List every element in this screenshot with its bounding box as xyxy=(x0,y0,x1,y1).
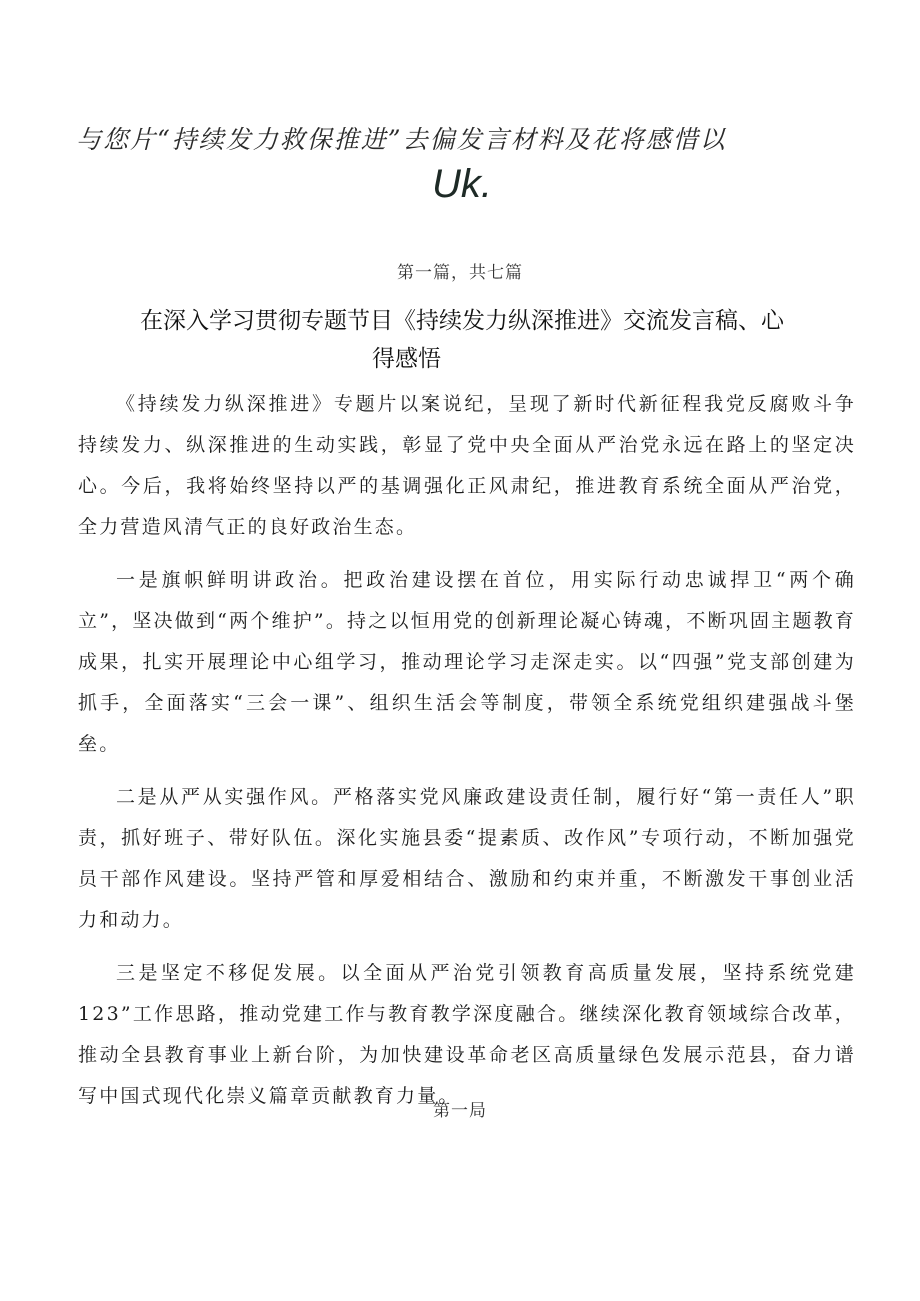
article-title-line2: 得感悟 xyxy=(372,346,441,372)
body-paragraph-politics: 一是旗帜鲜明讲政治。把政治建设摆在首位，用实际行动忠诚捍卫“两个确立”，坚决做到“两个维护”。持之以恒用党的创新理论凝心铸魂，不断巩固主题教育成果，扎实开展理论中心组学习，推动理论学习走深走实。以“四强”党支部创建为抓手，全面落实“三会一课”、组织生活会等制度，带领全系统党组织建强战斗堡垒。 xyxy=(78,569,856,755)
body-paragraph-intro: 《持续发力纵深推进》专题片以案说纪，呈现了新时代新征程我党反腐败斗争持续发力、纵深推进的生动实践，彰显了党中央全面从严治党永远在路上的坚定决心。今后，我将始终坚持以严的基调强化正风肃纪，推进教育系统全面从严治党，全力营造风清气正的良好政治生态。 xyxy=(78,393,856,538)
section-footer-label: 第一局 xyxy=(433,1101,487,1121)
article-title-line1: 在深入学习贯彻专题节目《持续发力纵深推进》交流发言稿、心 xyxy=(140,308,784,334)
article-title xyxy=(140,302,840,378)
section-label: 第一篇，共七篇 xyxy=(397,263,523,283)
article-body xyxy=(78,384,856,1129)
body-paragraph-style: 二是从严从实强作风。严格落实党风廉政建设责任制，履行好“第一责任人”职责，抓好班子、带好队伍。深化实施县委“提素质、改作风”专项行动，不断加强党员干部作风建设。坚持严管和厚爱相结合、激励和约束并重，不断激发干事创业活力和动力。 xyxy=(78,786,856,931)
document-heading: 与您片“持续发力救保推进”去偏发言材料及花将感惜以 xyxy=(76,125,727,154)
body-paragraph-development: 三是坚定不移促发展。以全面从严治党引领教育高质量发展，坚持系统党建123”工作思路，推动党建工作与教育教学深度融合。继续深化教育领域综合改革，推动全县教育事业上新台阶，为加快建设革命老区高质量绿色发展示范县，奋力谱写中国式现代化崇义篇章贡献教育力量。 xyxy=(78,962,856,1107)
document-heading-tail: Uk. xyxy=(432,162,492,206)
